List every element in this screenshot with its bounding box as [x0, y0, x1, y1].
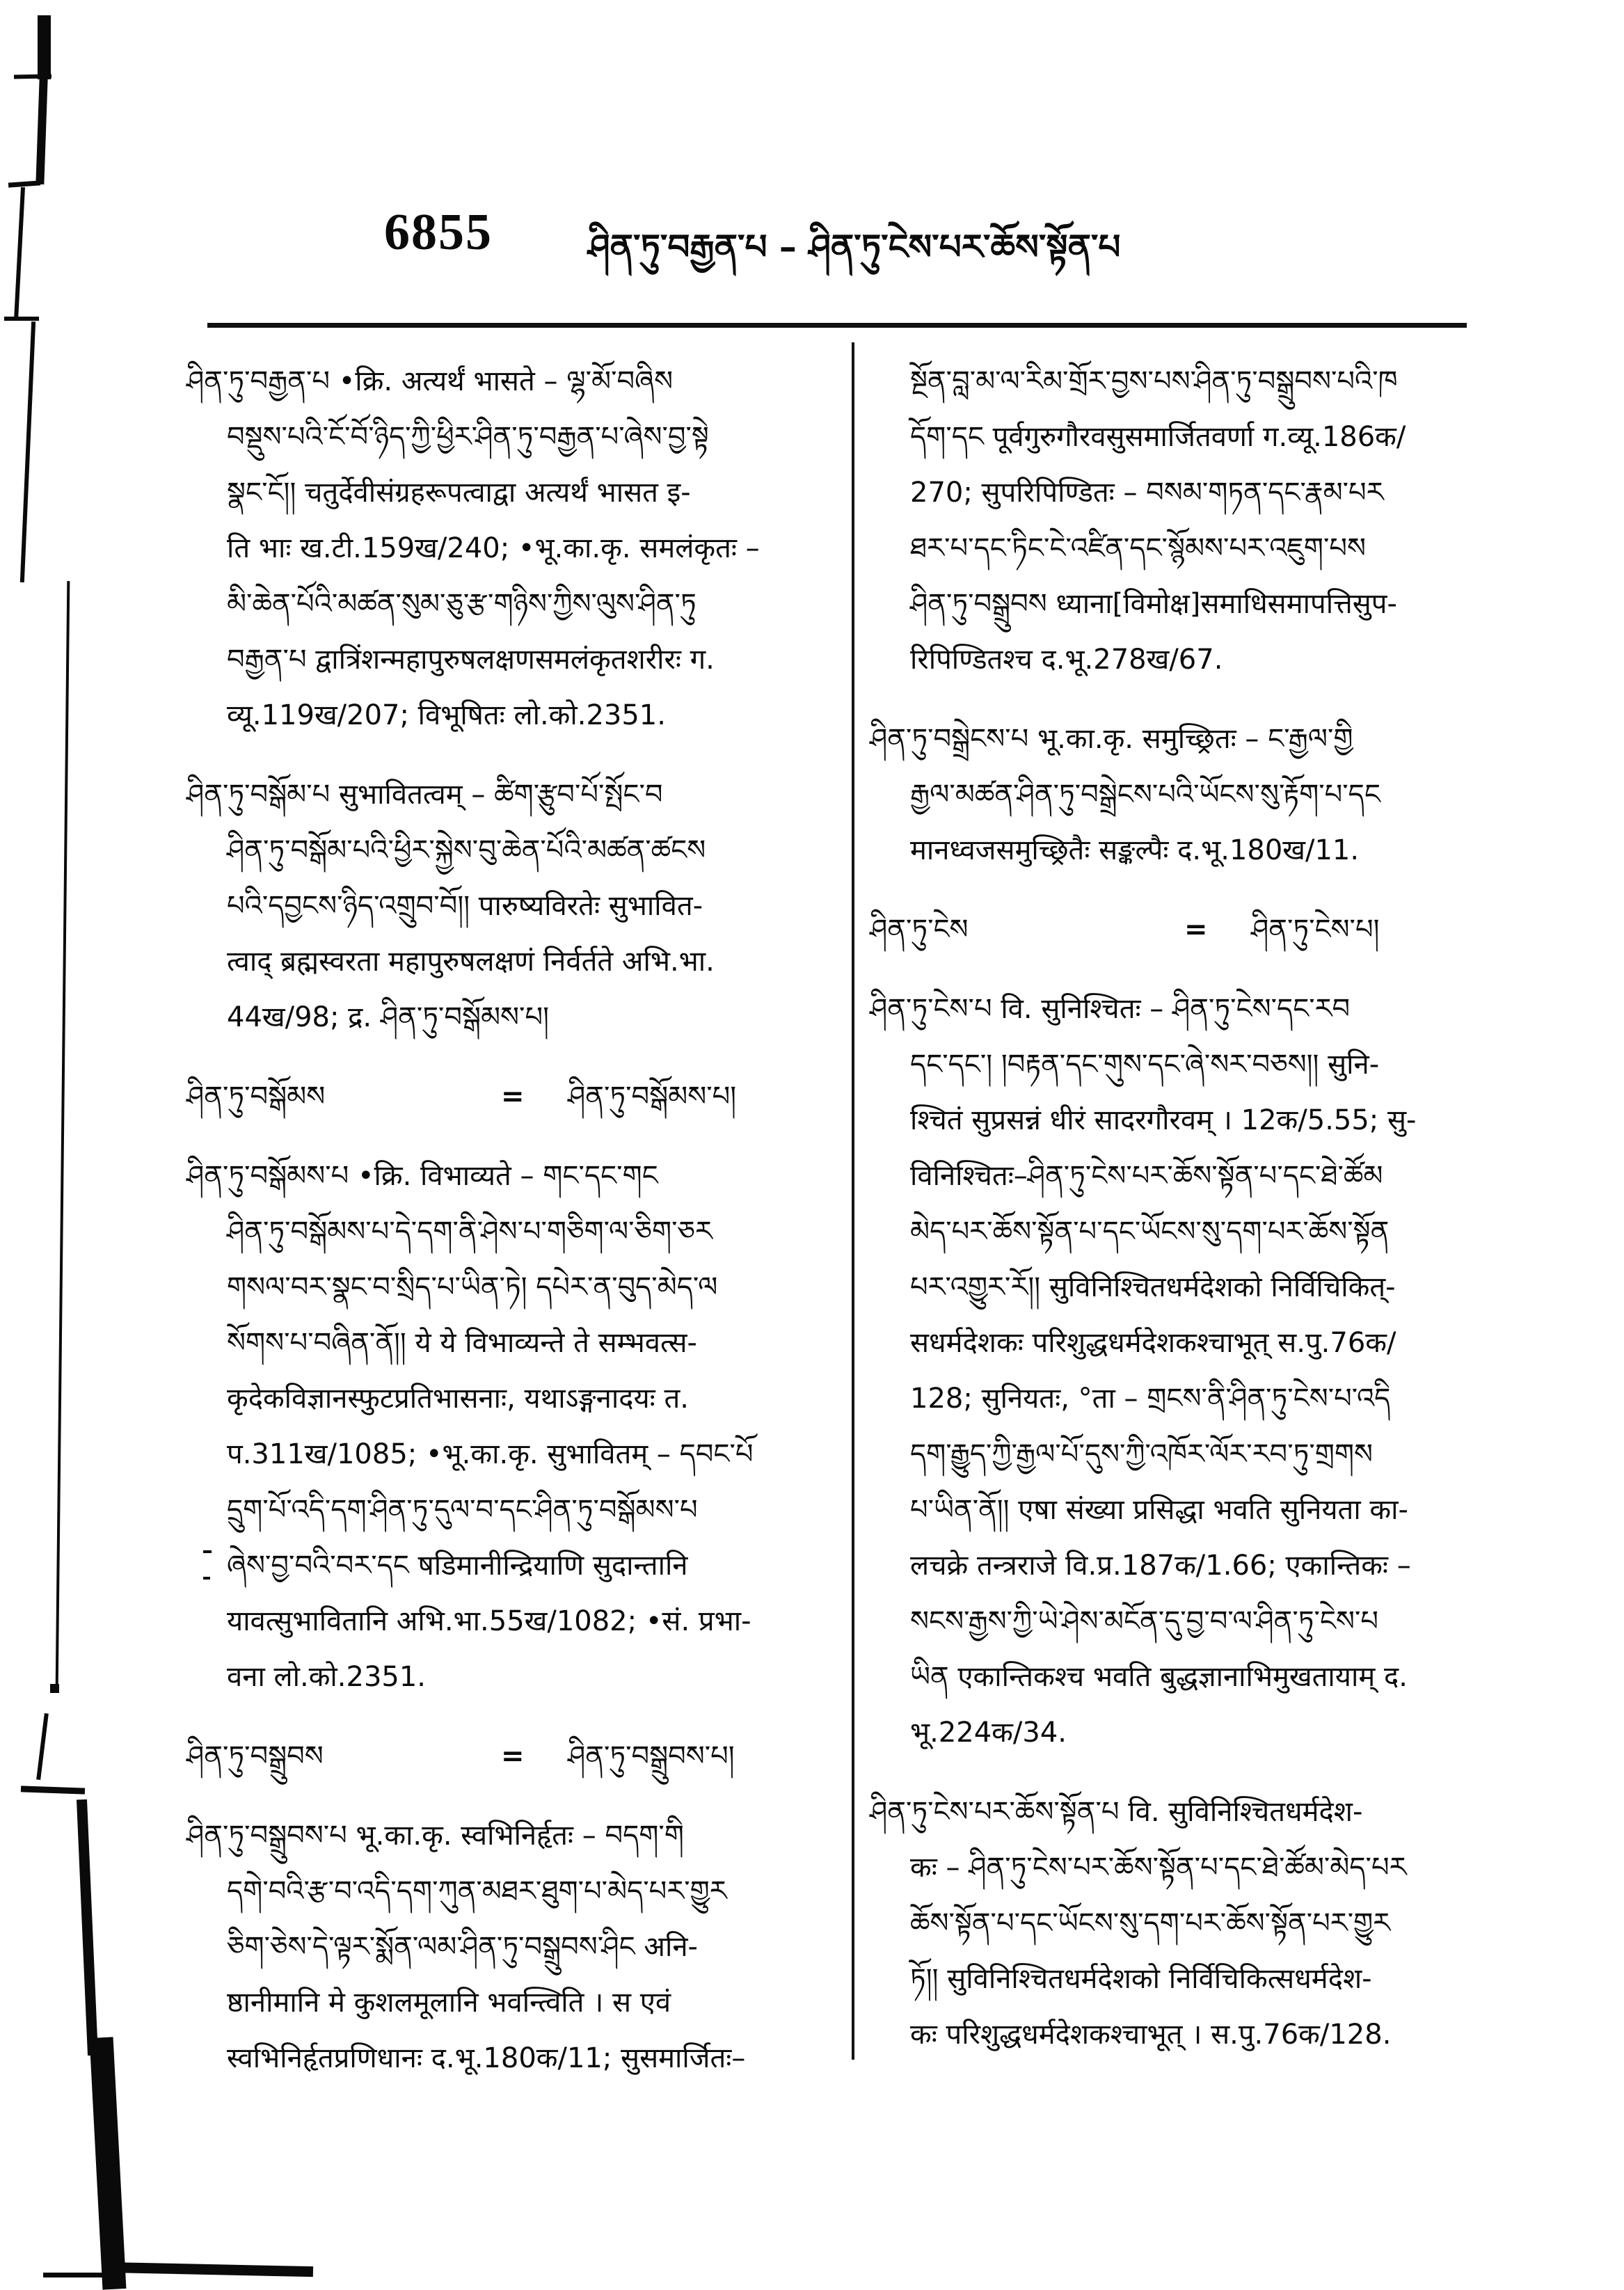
cross-reference-target: ཤིན་ཏུ་བསྒོམས་པ།: [568, 1081, 737, 1113]
entry-line: मानध्वजसमुच्छ्रितैः सङ्कल्पैः द.भू.180ख/11.: [910, 834, 1360, 866]
scan-artifact: [77, 1799, 98, 2056]
entry-line: प.311ख/1085; •भू.का.कृ. सुभावितम् – དབང་པོ: [227, 1438, 754, 1470]
entry-line: 128; सुनियतः, °ता – གྲངས་ནི་ཤིན་ཏུ་ངེས་པ་འདི: [910, 1383, 1391, 1415]
left-column: [186, 353, 809, 2086]
page-number: 6855: [384, 204, 493, 261]
entry-continuation: [870, 353, 1492, 687]
entry-line: ཅིག་ཅེས་དེ་ལྟར་སྨོན་ལམ་ཤིན་ཏུ་བསྒྲུབས་ཤིང अनि-: [227, 1931, 698, 1963]
cross-reference-target: ཤིན་ཏུ་བསྒྲུབས་པ།: [568, 1740, 735, 1772]
entry-line: ཡིན एकान्तिकश्च भवति बुद्धज्ञानाभिमुखतायाम् द.: [910, 1661, 1408, 1693]
entry-line: ति भाः ख.टी.159ख/240; •भू.का.कृ. समलंकृतः –: [227, 532, 760, 564]
entry-line: རྒྱལ་མཚན་ཤིན་ཏུ་བསྒྲེངས་པའི་ཡོངས་སུ་རྟོག་པ་དང: [910, 779, 1380, 811]
scan-artifact: [104, 2262, 313, 2277]
entry-headline: ཤིན་ཏུ་བསྒོམ་པ सुभावितत्वम् – ཚིག་རྩུབ་པོ་སྤོང་བ: [186, 779, 663, 811]
equals-sign: =: [1184, 914, 1208, 946]
entry-line: श्चितं सुप्रसन्नं धीरं सादरगौरवम् । 12क/5.55; सु-: [910, 1104, 1417, 1136]
entry-headline: ཤིན་ཏུ་བསྒྲེངས་པ भू.का.कृ. समुच्छ्रितः – ང་རྒྱལ་གྱི: [870, 723, 1353, 755]
entry-headline: ཤིན་ཏུ་བསྒོམས་པ •क्रि. विभाव्यते – གང་དང་གང: [186, 1160, 658, 1192]
entry-headline: ཤིན་ཏུ་ངེས་པར་ཆོས་སྟོན་པ वि. सुविनिश्चितधर्मदेश-: [870, 1796, 1363, 1828]
entry-headword: ཤིན་ཏུ་ངེས: [870, 914, 969, 946]
entry-line: མེད་པར་ཆོས་སྟོན་པ་དང་ཡོངས་སུ་དག་པར་ཆོས་སྟོན: [910, 1216, 1390, 1248]
entry-headline: ཤིན་ཏུ་ངེས་པ वि. सुनिश्चितः – ཤིན་ཏུ་ངེས་དང་རབ: [870, 993, 1351, 1025]
dictionary-entry: [870, 1784, 1492, 2062]
scan-artifact: [50, 1684, 59, 1693]
entry-headword: ཤིན་ཏུ་བསྒོམས: [186, 1081, 326, 1113]
entry-line: པར་འགྱུར་རོ།། सुविनिश्चितधर्मदेशको निर्विचिकित्-: [910, 1271, 1396, 1303]
equals-sign: =: [501, 1740, 525, 1772]
dictionary-entry: [186, 1808, 809, 2086]
scan-artifact: [21, 1786, 85, 1794]
entry-headline: ཤིན་ཏུ་བརྒྱན་པ •क्रि. अत्यर्थं भासते – ལྷ་མོ་བཞིས: [186, 365, 674, 397]
entry-line: སོགས་པ་བཞིན་ནོ།། ये ये विभाव्यन्ते ते सम्भवत्स-: [227, 1327, 697, 1359]
cross-reference-entry: [186, 1069, 809, 1124]
entry-line: कः – ཤིན་ཏུ་ངེས་པར་ཆོས་སྟོན་པ་དང་ཐེ་ཚོམ་མེད་པར: [910, 1852, 1407, 1884]
entry-line: भू.224क/34.: [910, 1717, 1067, 1749]
entry-line: व्यू.119ख/207; विभूषितः लो.को.2351.: [227, 699, 666, 731]
scan-artifact: [90, 2037, 127, 2289]
entry-line: ཤིན་ཏུ་བསྒྲུབས ध्याना[विमोक्ष]समाधिसमापत्तिसुप-: [910, 588, 1397, 620]
entry-line: लचक्रे तन्त्रराजे वि.प्र.187क/1.66; एकान्तिकः –: [910, 1550, 1411, 1582]
entry-line: དག་རྒྱུད་ཀྱི་རྒྱལ་པོ་དུས་ཀྱི་འཁོར་ལོར་རབ་ཏུ་གྲགས: [910, 1438, 1374, 1470]
scan-artifact: [14, 187, 25, 321]
entry-line: ཤིན་ཏུ་བསྒོམ་པའི་ཕྱིར་སྐྱེས་བུ་ཆེན་པོའི་མཚན་ཚངས: [227, 834, 706, 866]
dictionary-entry: [186, 767, 809, 1045]
entry-line: ཏོ།། सुविनिश्चितधर्मदेशको निर्विचिकित्सधर्मदेश-: [910, 1963, 1372, 1995]
scan-artifact: [8, 180, 40, 187]
scan-artifact: [20, 321, 35, 582]
entry-line: བརྒྱན་པ द्वात्रिंशन्महापुरुषलक्षणसमलंकृतशरीरः ग.: [227, 644, 715, 676]
scan-artifact: [36, 1713, 49, 1780]
entry-line: པའི་དབྱངས་ཉིད་འགྲུབ་བོ།། पारुष्यविरतेः सुभावित-: [227, 890, 703, 922]
entry-line: སངས་རྒྱས་ཀྱི་ཡེ་ཤེས་མངོན་དུ་བྱ་བ་ལ་ཤིན་ཏུ་ངེས་པ: [910, 1605, 1378, 1637]
entry-line: यावत्सुभावितानि अभि.भा.55ख/1082; •सं. प्रभा-: [227, 1605, 751, 1637]
entry-line: त्वाद् ब्रह्मस्वरता महापुरुषलक्षणं निर्वर्तते अभि.भा.: [227, 946, 715, 978]
dictionary-entry: [186, 1148, 809, 1705]
entry-line: ཞེས་བྱ་བའི་བར་དང षडिमानीन्द्रियाणि सुदान्तानि: [227, 1550, 688, 1582]
entry-line: विनिश्चितः–ཤིན་ཏུ་ངེས་པར་ཆོས་སྟོན་པ་དང་ཐེ་ཚོམ: [910, 1160, 1383, 1192]
entry-line: དྲུག་པོ་འདི་དག་ཤིན་ཏུ་དུལ་བ་དང་ཤིན་ཏུ་བསྒོམས་པ: [227, 1494, 698, 1526]
entry-line: དགེ་བའི་རྩ་བ་འདི་དག་ཀུན་མཐར་ཐུག་པ་མེད་པར་གྱུར: [227, 1875, 727, 1907]
entry-line: कृदेकविज्ञानस्फुटप्रतिभासनाः, यथाऽङ्गनादयः त.: [227, 1383, 689, 1415]
cross-reference-entry: [870, 902, 1492, 957]
right-column: [870, 353, 1492, 2062]
entry-line: ཆོས་སྟོན་པ་དང་ཡོངས་སུ་དག་པར་ཆོས་སྟོན་པར་གྱུར: [910, 1907, 1391, 1939]
equals-sign: =: [501, 1081, 525, 1113]
entry-line: सधर्मदेशकः परिशुद्धधर्मदेशकश्चाभूत् स.पु.76क/: [910, 1327, 1396, 1359]
scan-artifact: [38, 15, 51, 79]
entry-line: वना लो.को.2351.: [227, 1661, 427, 1693]
scan-artifact: [35, 79, 47, 184]
scan-artifact: [4, 317, 39, 321]
cross-reference-entry: [186, 1728, 809, 1784]
entry-line: ཐར་པ་དང་ཏིང་ངེ་འཛིན་དང་སྙོམས་པར་འཇུག་པས: [910, 532, 1366, 564]
entry-headline: ཤིན་ཏུ་བསྒྲུབས་པ भू.का.कृ. स्वभिनिर्हृतः – བདག་གི: [186, 1820, 684, 1852]
entry-line: མི་ཆེན་པོའི་མཚན་སུམ་ཅུ་རྩ་གཉིས་ཀྱིས་ལུས་ཤིན་ཏུ: [227, 588, 696, 620]
running-head-entries: ཤིན་ཏུ་བརྒྱན་པ – ཤིན་ཏུ་ངེས་པར་ཆོས་སྟོན་པ: [588, 227, 1121, 267]
entry-line: པ་ཡིན་ནོ།། एषा संख्या प्रसिद्धा भवति सुनियता का-: [910, 1494, 1408, 1526]
entry-line: དང་དང་། །བརྟན་དང་གུས་དང་ཞེ་སར་བཅས།། सुनि-: [910, 1049, 1380, 1081]
entry-line: ष्ठानीमानि मे कुशलमूलानि भवन्त्विति । स एवं: [227, 1987, 671, 2019]
entry-line: स्वभिनिर्हृतप्रणिधानः द.भू.180क/11; सुसमार्जितः–: [227, 2042, 746, 2074]
entry-line: रिपिण्डितश्च द.भू.278ख/67.: [910, 644, 1223, 676]
entry-line: གསལ་བར་སྣང་བ་སྲིད་པ་ཡིན་ཏེ། དཔེར་ན་བུད་མེད་ལ: [227, 1271, 718, 1303]
dictionary-entry: [186, 353, 809, 743]
entry-line: བསྡུས་པའི་ངོ་བོ་ཉིད་ཀྱི་ཕྱིར་ཤིན་ཏུ་བརྒྱན་པ་ཞེས་བྱ་སྟེ: [227, 421, 709, 453]
entry-line: སྔོན་བླ་མ་ལ་རིམ་གྲོར་བྱས་པས་ཤིན་ཏུ་བསྒྲུབས་པའི་ཁ: [910, 365, 1398, 397]
cross-reference-target: ཤིན་ཏུ་ངེས་པ།: [1251, 914, 1380, 946]
entry-line: 44ख/98; द्र. ཤིན་ཏུ་བསྒོམས་པ།: [227, 1001, 549, 1033]
dictionary-entry: [870, 711, 1492, 878]
entry-line: कः परिशुद्धधर्मदेशकश्चाभूत् । स.पु.76क/128.: [910, 2019, 1392, 2051]
scan-artifact: [56, 581, 70, 1691]
column-divider: [852, 342, 854, 2060]
entry-line: ཤིན་ཏུ་བསྒོམས་པ་དེ་དག་ནི་ཤེས་པ་གཅིག་ལ་ཅིག་ཅར: [227, 1216, 713, 1248]
entry-line: སྣང་ངོ།། चतुर्देवीसंग्रहरूपत्वाद्वा अत्यर्थं भासत इ-: [227, 477, 691, 509]
entry-line: 270; सुपरिपिण्डितः – བསམ་གཏན་དང་རྣམ་པར: [910, 477, 1384, 509]
entry-line: དོག་དང पूर्वगुरुगौरवसुसमार्जितवर्णा ग.व्यू.186क/: [910, 421, 1406, 453]
scan-artifact: [43, 2273, 110, 2277]
entry-headword: ཤིན་ཏུ་བསྒྲུབས: [186, 1740, 324, 1772]
dictionary-entry: [870, 981, 1492, 1760]
header-rule: [207, 323, 1467, 328]
